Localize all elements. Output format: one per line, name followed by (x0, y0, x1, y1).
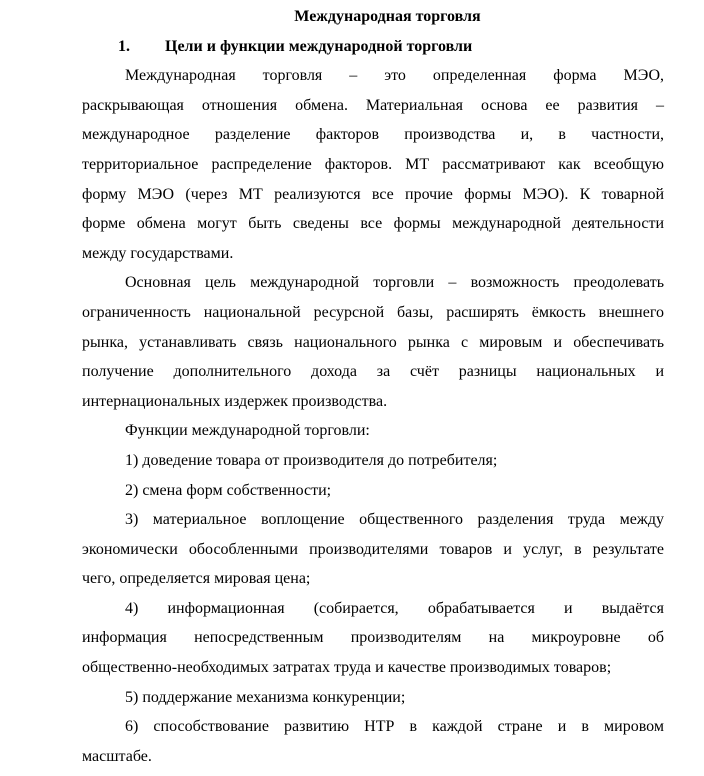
section-heading-text: Цели и функции международной торговли (165, 37, 473, 55)
paragraph (82, 61, 664, 268)
text-line: интернациональных издержек производства. (82, 392, 388, 410)
text-line: 6) способствование развитию НТР в каждой стране и в мировом (125, 718, 664, 736)
paragraph (82, 476, 664, 506)
text-line: ограниченность национальной ресурсной базы, расширять ёмкость внешнего (82, 303, 664, 321)
text-line: раскрывающая отношения обмена. Материальная основа ее развития – (82, 96, 664, 114)
section-number: 1. (118, 37, 130, 55)
paragraph (82, 505, 664, 594)
text-line: информация непосредственным производителям на микроуровне об (82, 629, 664, 647)
paragraph (82, 683, 664, 713)
text-line: общественно-необходимых затратах труда и качестве производимых товаров; (82, 659, 612, 677)
section-heading (82, 32, 664, 62)
text-line: 1) доведение товара от производителя до потребителя; (125, 451, 498, 469)
text-line: экономически обособленными производителями товаров и услуг, в результате (82, 540, 664, 558)
text-line: Функции международной торговли: (125, 422, 370, 440)
text-line: между государствами. (82, 244, 234, 262)
paragraph (82, 446, 664, 476)
text-line: чего, определяется мировая цена; (82, 570, 311, 588)
text-line: рынка, устанавливать связь национального рынка с мировым и обеспечивать (82, 333, 664, 351)
text-line: Основная цель международной торговли – возможность преодолевать (125, 274, 664, 292)
text-line: форму МЭО (через МТ реализуются все прочие формы МЭО). К товарной (82, 185, 664, 203)
text-line: 3) материальное воплощение общественного разделения труда между (125, 511, 664, 529)
document-body (82, 61, 664, 771)
text-line: форме обмена могут быть сведены все формы международной деятельности (82, 215, 664, 233)
document-title: Международная торговля (294, 8, 481, 25)
paragraph (82, 268, 664, 416)
text-line: международное разделение факторов производства и, в частности, (82, 126, 664, 144)
text-line: территориальное распределение факторов. МТ рассматривают как всеобщую (82, 155, 664, 173)
text-line: 4) информационная (собирается, обрабатывается и выдаётся (125, 599, 664, 617)
text-line: 5) поддержание механизма конкуренции; (125, 688, 406, 706)
paragraph (82, 712, 664, 771)
text-line: масштабе. (82, 747, 152, 765)
paragraph (82, 416, 664, 446)
text-line: 2) смена форм собственности; (125, 481, 332, 499)
paragraph (82, 594, 664, 683)
text-line: получение дополнительного дохода за счёт разницы национальных и (82, 363, 664, 381)
text-line: Международная торговля – это определенная форма МЭО, (125, 67, 664, 85)
